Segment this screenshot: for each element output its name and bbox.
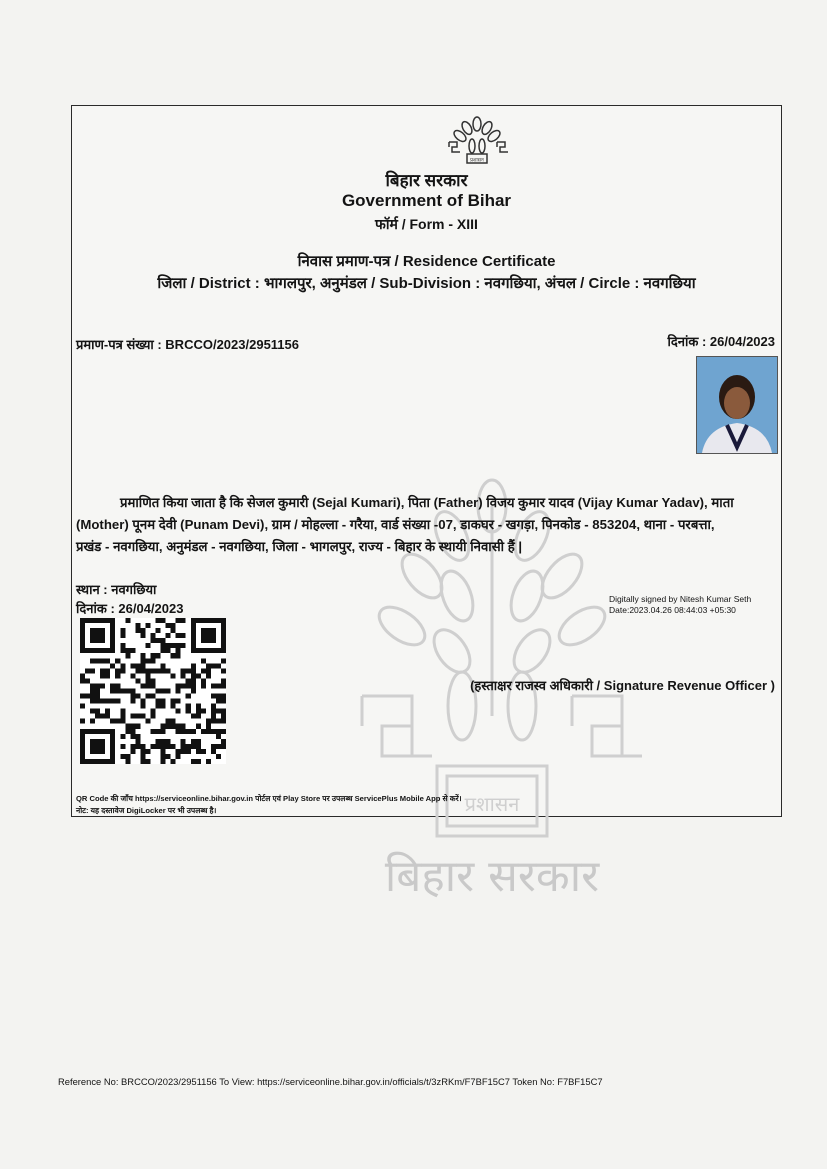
qr-code[interactable] (80, 618, 226, 764)
watermark-text: बिहार सरकार (384, 851, 600, 902)
location-line: जिला / District : भागलपुर, अनुमंडल / Sub-Division : नवगछिया, अंचल / Circle : नवगछिया (157, 275, 696, 292)
digilocker-note: नोट: यह दस्तावेज DigiLocker पर भी उपलब्ध है। (76, 806, 217, 815)
certificate-date-label: दिनांक : (667, 334, 710, 349)
certificate-frame (71, 105, 782, 902)
digital-signature-line-1: Digitally signed by Nitesh Kumar Seth (609, 594, 752, 604)
govt-hindi-title: बिहार सरकार (385, 171, 468, 190)
certificate-number-row (76, 335, 299, 353)
applicant-photo (696, 356, 778, 454)
certificate-number: BRCCO/2023/2951156 (165, 337, 299, 352)
digital-signature-line-2: Date:2023.04.26 08:44:03 +05:30 (609, 605, 736, 615)
certificate-type: निवास प्रमाण-पत्र / Residence Certificate (297, 253, 556, 270)
digital-signature (609, 594, 751, 616)
govt-english-title: Government of Bihar (341, 191, 512, 210)
body-line-2: (Mother) पूनम देवी (Punam Devi), ग्राम / मोहल्ला - गरैया, वार्ड संख्या -07, डाकघर - खगड़ा, पिनकोड - 853204, थाना - परबत्ता, (76, 517, 715, 532)
watermark-seal-text: प्रशासन (464, 792, 520, 816)
body-line-1: प्रमाणित किया जाता है कि सेजल कुमारी (Sejal Kumari), पिता (Father) विजय कुमार यादव (Vijay Kumar Yadav), माता (120, 495, 734, 510)
certificate-date-row (668, 332, 775, 350)
bihar-emblem-logo (427, 114, 527, 164)
place-label: स्थान : नवगछिया (76, 582, 157, 597)
footer-date: दिनांक : 26/04/2023 (76, 601, 184, 616)
certificate-date: 26/04/2023 (709, 334, 775, 349)
body-line-3: प्रखंड - नवगछिया, अनुमंडल - नवगछिया, जिला - भागलपुर, राज्य - बिहार के स्थायी निवासी हैं | (76, 539, 523, 554)
qr-note: QR Code की जाँच https://serviceonline.bihar.gov.in पोर्टल एवं Play Store पर उपलब्ध ServicePlus Mobile App से करें। (76, 794, 462, 803)
certificate-body (76, 492, 775, 558)
form-number: फॉर्म / Form - XIII (375, 216, 478, 232)
reference-line: Reference No: BRCCO/2023/2951156 To View: https://serviceonline.bihar.gov.in/officials/t/3zRKm/F7BF15C7 Token No: F7BF15C7 (58, 1076, 603, 1087)
signature-label: (हस्ताक्षर राजस्व अधिकारी / Signature Revenue Officer ) (470, 678, 775, 693)
certificate-number-label: प्रमाण-पत्र संख्या : (76, 337, 166, 352)
emblem-seal-text: प्रशासन (470, 157, 484, 164)
